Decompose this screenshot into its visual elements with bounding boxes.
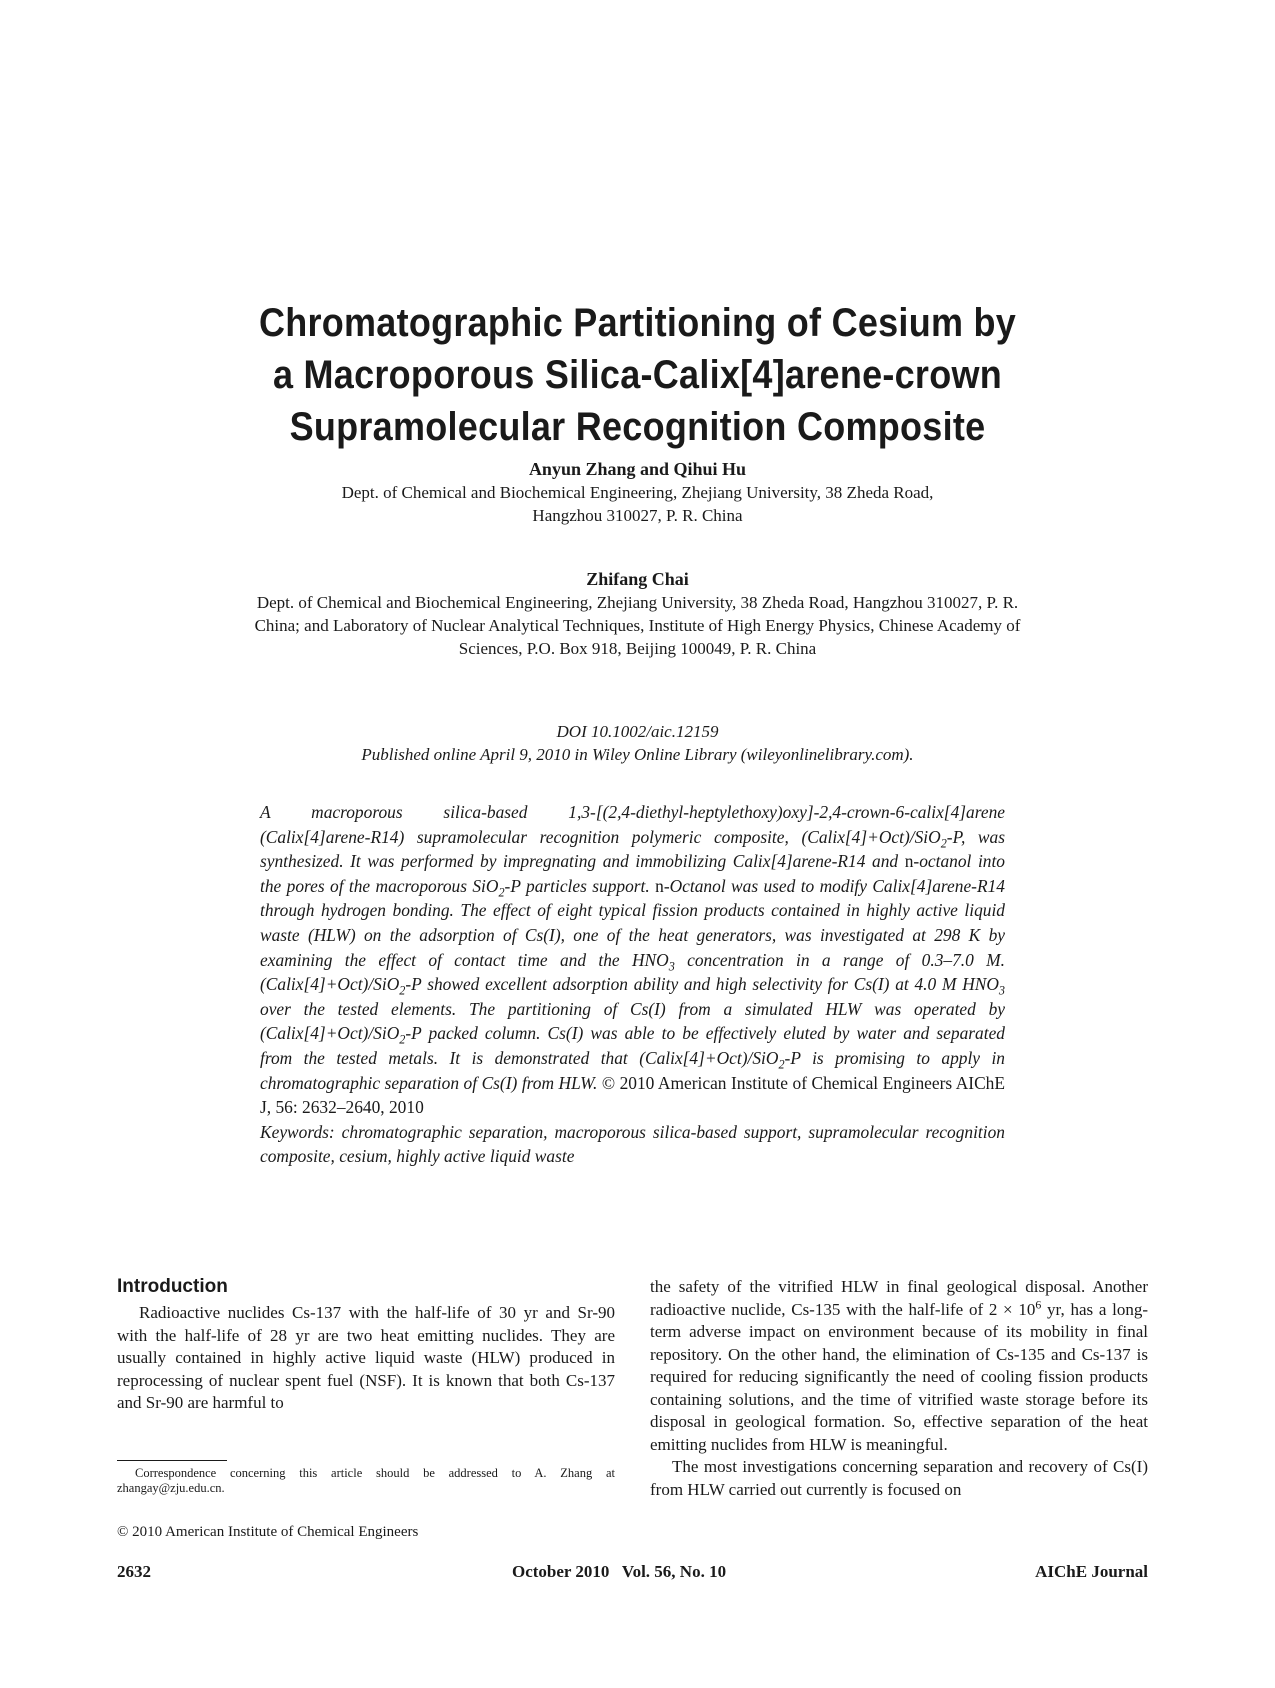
abstract-text: -P, was synthesized. It was performed by impregnating and immobilizing Calix[4]arene-R14 and <box>260 826 1005 872</box>
correspondence-footnote: Correspondence concerning this article should be addressed to A. Zhang at zhangay@zju.edu.cn. <box>117 1466 615 1495</box>
subscript: 2 <box>940 836 947 851</box>
left-column <box>117 1302 615 1415</box>
subscript: 3 <box>998 983 1005 998</box>
right-column <box>650 1276 1148 1501</box>
abstract-text: -P packed column. Cs(I) was able to be effectively eluted by water and separated from the tested metals. It is demonstrated that (Calix[4]+Oct)/SiO <box>260 1023 1005 1068</box>
title-line: Supramolecular Recognition Composite <box>289 405 986 449</box>
published-online: Published online April 9, 2010 in Wiley Online Library (wileyonlinelibrary.com). <box>361 745 914 764</box>
abstract-text: -P showed excellent adsorption ability and high selectivity for Cs(I) at 4.0 M HNO <box>405 974 999 995</box>
publication-info <box>160 720 1115 766</box>
abstract-text: A macroporous silica-based 1,3-[(2,4-diethyl-heptylethoxy)oxy]-2,4-crown-6-calix[4]arene (Calix[4]arene-R14) supramolecular recognition polymeric composite, (Calix[4]+Oct)/SiO <box>260 802 1005 847</box>
abstract-text: concentration in a range of 0.3–7.0 M. (Calix[4]+Oct)/SiO <box>260 949 1005 995</box>
subscript: 2 <box>399 1032 406 1047</box>
author-names: Zhifang Chai <box>586 569 689 589</box>
article-title <box>0 297 1275 453</box>
abstract-text: n <box>655 875 664 896</box>
abstract <box>260 800 1005 1169</box>
doi: DOI 10.1002/aic.12159 <box>556 722 719 741</box>
keywords: Keywords: chromatographic separation, macroporous silica-based support, supramolecular recognition composite, cesium, highly active liquid waste <box>260 1121 1005 1167</box>
page-number: 2632 <box>117 1562 151 1581</box>
abstract-body <box>260 800 1005 1120</box>
title-line: a Macroporous Silica-Calix[4]arene-crown <box>272 353 1002 397</box>
subscript: 2 <box>778 1057 785 1072</box>
paragraph-text: yr, has a long-term adverse impact on environment because of its mobility in final repository. On the other hand, the elimination of Cs-135 and Cs-137 is required for reducing significantly the need of cooling fission products containing solutions, and the time of vitrified waste storage before its disposal in geological formation. So, effective separation of the heat emitting nuclides from HLW is meaningful. <box>650 1299 1148 1454</box>
author-names: Anyun Zhang and Qihui Hu <box>528 459 747 479</box>
footnote-divider <box>117 1460 227 1461</box>
affiliation-line: Sciences, P.O. Box 918, Beijing 100049, P. R. China <box>458 639 817 658</box>
affiliation-line: China; and Laboratory of Nuclear Analytical Techniques, Institute of High Energy Physics, Chinese Academy of <box>254 616 1021 635</box>
affiliation-line: Dept. of Chemical and Biochemical Engineering, Zhejiang University, 38 Zheda Road, Hangzhou 310027, P. R. <box>256 593 1019 612</box>
author-group-1 <box>160 458 1115 527</box>
affiliation-line: Hangzhou 310027, P. R. China <box>532 506 743 525</box>
issue-info: October 2010 Vol. 56, No. 10 <box>512 1562 727 1581</box>
abstract-text: -P particles support. <box>504 875 656 896</box>
affiliation-line: Dept. of Chemical and Biochemical Engineering, Zhejiang University, 38 Zheda Road, <box>341 483 934 502</box>
subscript: 2 <box>498 885 505 900</box>
abstract-text: n <box>904 851 914 872</box>
abstract-text: -octanol into the pores of the macroporous SiO <box>260 851 1006 896</box>
paragraph-text: the safety of the vitrified HLW in final geological disposal. Another radioactive nuclide, Cs-135 with the half-life of 2 × 10 <box>650 1277 1148 1319</box>
section-heading: Introduction <box>117 1276 228 1297</box>
copyright-notice: © 2010 American Institute of Chemical Engineers <box>117 1524 419 1540</box>
subscript: 2 <box>399 983 406 998</box>
abstract-text: -Octanol was used to modify Calix[4]arene-R14 through hydrogen bonding. The effect of eight typical fission products contained in highly active liquid waste (HLW) on the adsorption of Cs(I), one of the heat generators, was investigated at 298 K by examining the effect of contact time and the HNO <box>260 875 1005 970</box>
abstract-copyright: © 2010 American Institute of Chemical Engineers AIChE J, 56: 2632–2640, 2010 <box>260 1072 1006 1118</box>
abstract-text: -P is promising to apply in chromatographic separation of Cs(I) from HLW. <box>260 1047 1005 1093</box>
author-group-2 <box>160 568 1115 660</box>
abstract-text: over the tested elements. The partitioning of Cs(I) from a simulated HLW was operated by (Calix[4]+Oct)/SiO <box>260 998 1005 1044</box>
title-line: Chromatographic Partitioning of Cesium by <box>258 301 1017 345</box>
journal-name: AIChE Journal <box>1035 1562 1148 1581</box>
paragraph <box>650 1276 1148 1456</box>
paragraph: The most investigations concerning separation and recovery of Cs(I) from HLW carried out currently is focused on <box>650 1457 1148 1499</box>
superscript: 6 <box>1035 1296 1042 1311</box>
paragraph: Radioactive nuclides Cs-137 with the half-life of 30 yr and Sr-90 with the half-life of 28 yr are two heat emitting nuclides. They are usually contained in highly active liquid waste (HLW) produced in reprocessing of nuclear spent fuel (NSF). It is known that both Cs-137 and Sr-90 are harmful to <box>117 1303 615 1412</box>
subscript: 3 <box>668 959 675 974</box>
